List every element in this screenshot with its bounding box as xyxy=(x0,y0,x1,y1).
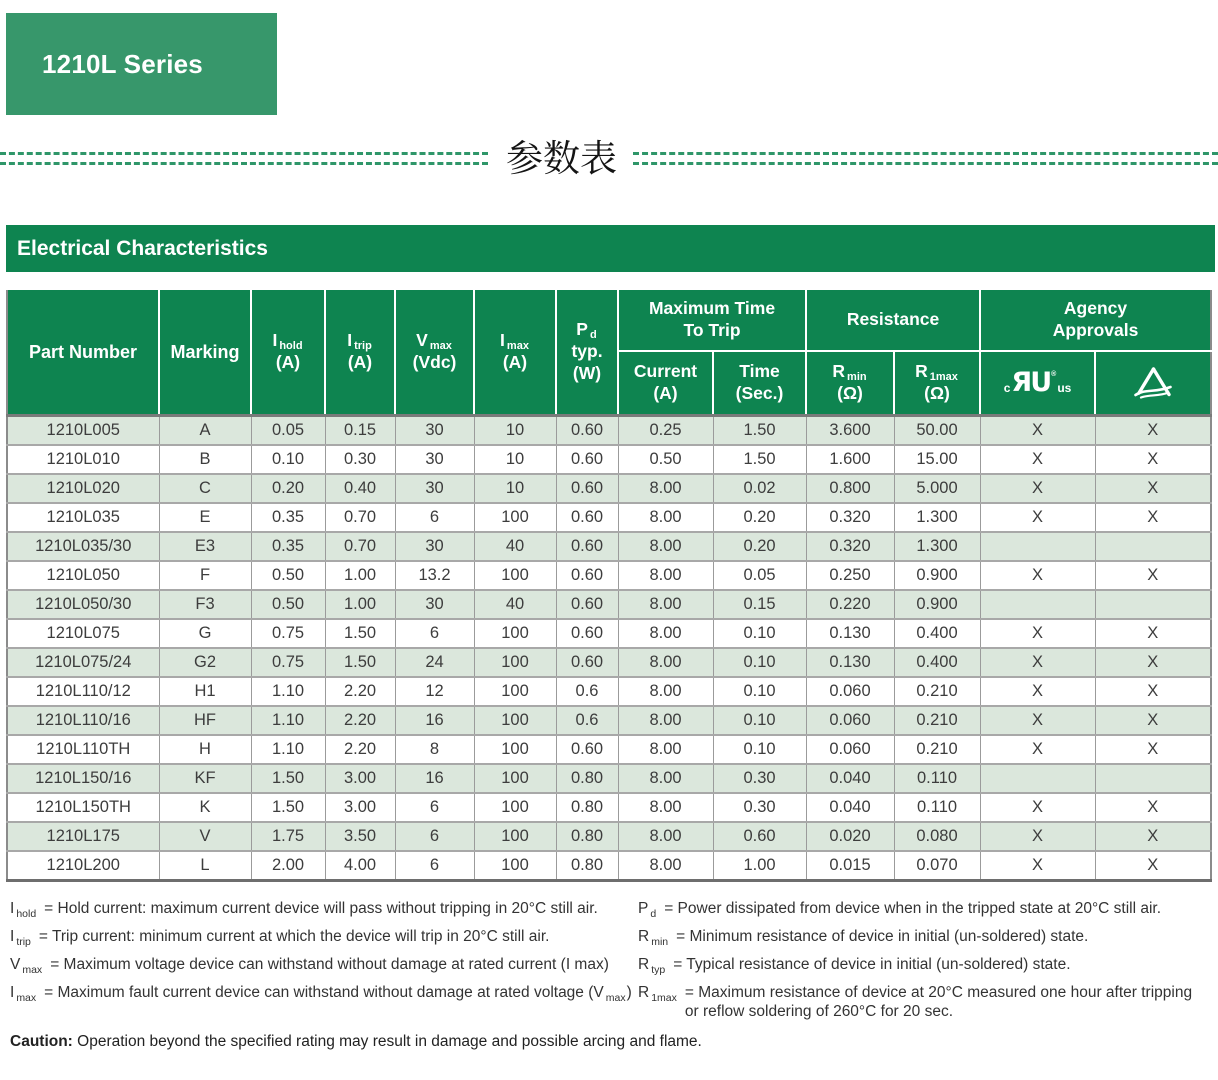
cell-triangle-approval: X xyxy=(1095,793,1211,822)
cell-trip-current: 8.00 xyxy=(618,503,713,532)
cell-trip-time: 0.10 xyxy=(713,677,806,706)
footnote-symbol: I $_{hold}$ xyxy=(10,900,37,920)
cell-ul-approval: X xyxy=(980,793,1095,822)
cell-marking: K xyxy=(159,793,251,822)
cell-i-hold: 0.50 xyxy=(251,590,325,619)
cell-r-min: 0.250 xyxy=(806,561,894,590)
table-row xyxy=(7,619,1211,648)
cell-triangle-approval: X xyxy=(1095,474,1211,503)
cell-v-max: 16 xyxy=(395,764,474,793)
group-header-resistance: Resistance xyxy=(806,290,980,351)
cell-r-min: 0.040 xyxy=(806,793,894,822)
cell-marking: C xyxy=(159,474,251,503)
cell-i-max: 10 xyxy=(474,445,556,474)
cell-v-max: 30 xyxy=(395,416,474,446)
footnote xyxy=(638,983,1206,1022)
cell-i-hold: 0.20 xyxy=(251,474,325,503)
cell-v-max: 6 xyxy=(395,619,474,648)
footnote-symbol: P $_d$ xyxy=(638,900,657,920)
cell-p-d: 0.80 xyxy=(556,851,618,881)
cell-trip-time: 0.15 xyxy=(713,590,806,619)
cell-i-max: 40 xyxy=(474,590,556,619)
cell-r-1max: 0.900 xyxy=(894,590,980,619)
cell-triangle-approval: X xyxy=(1095,445,1211,474)
cell-part-number: 1210L075 xyxy=(7,619,159,648)
table-row xyxy=(7,735,1211,764)
cell-marking: V xyxy=(159,822,251,851)
cell-i-trip: 0.30 xyxy=(325,445,395,474)
cell-part-number: 1210L110/16 xyxy=(7,706,159,735)
footnote-text: = Hold current: maximum current device will pass without tripping in 20°C still air. xyxy=(44,900,598,917)
cell-triangle-approval: X xyxy=(1095,503,1211,532)
table-row xyxy=(7,561,1211,590)
footnote-symbol: R $_{typ}$ xyxy=(638,955,666,976)
cell-trip-current: 8.00 xyxy=(618,793,713,822)
cell-i-trip: 0.70 xyxy=(325,503,395,532)
cell-trip-time: 1.50 xyxy=(713,445,806,474)
cell-trip-time: 0.60 xyxy=(713,822,806,851)
cell-ul-approval: X xyxy=(980,822,1095,851)
cell-ul-approval: X xyxy=(980,445,1095,474)
cell-i-max: 100 xyxy=(474,764,556,793)
footnote-text: = Maximum fault current device can withstand without damage at rated voltage (V $_{max}$) xyxy=(44,983,632,1004)
cell-trip-current: 8.00 xyxy=(618,735,713,764)
cell-i-hold: 0.35 xyxy=(251,532,325,561)
cell-p-d: 0.80 xyxy=(556,764,618,793)
cell-p-d: 0.80 xyxy=(556,822,618,851)
cell-v-max: 12 xyxy=(395,677,474,706)
cell-i-trip: 0.15 xyxy=(325,416,395,446)
cell-marking: L xyxy=(159,851,251,881)
cell-triangle-approval: X xyxy=(1095,706,1211,735)
caution-note xyxy=(10,1033,702,1051)
cell-trip-current: 8.00 xyxy=(618,764,713,793)
table-header xyxy=(7,290,1211,416)
footnote xyxy=(10,927,638,946)
cell-i-hold: 1.50 xyxy=(251,793,325,822)
col-header-trip-current: Current (A) xyxy=(618,351,713,416)
cell-marking: F xyxy=(159,561,251,590)
table-row xyxy=(7,851,1211,881)
cell-ul-approval: X xyxy=(980,851,1095,881)
cell-trip-current: 8.00 xyxy=(618,851,713,881)
footnotes xyxy=(10,899,1210,1030)
cell-part-number: 1210L150TH xyxy=(7,793,159,822)
cell-i-max: 100 xyxy=(474,822,556,851)
table-row xyxy=(7,445,1211,474)
footnote-symbol: I $_{max}$ xyxy=(10,983,37,1004)
cell-ul-approval: X xyxy=(980,416,1095,446)
cell-trip-time: 0.10 xyxy=(713,706,806,735)
cell-triangle-approval: X xyxy=(1095,416,1211,446)
footnote xyxy=(638,899,1206,918)
cell-trip-time: 1.00 xyxy=(713,851,806,881)
cell-r-1max: 0.110 xyxy=(894,764,980,793)
footnote xyxy=(10,983,638,1002)
col-header-part-number: Part Number xyxy=(7,290,159,416)
table-row xyxy=(7,822,1211,851)
cell-r-1max: 0.210 xyxy=(894,706,980,735)
col-header-trip-time: Time (Sec.) xyxy=(713,351,806,416)
cell-trip-current: 0.50 xyxy=(618,445,713,474)
cell-marking: E3 xyxy=(159,532,251,561)
cell-trip-time: 0.20 xyxy=(713,532,806,561)
cell-p-d: 0.60 xyxy=(556,648,618,677)
cell-v-max: 16 xyxy=(395,706,474,735)
footnote-text: = Maximum resistance of device at 20°C measured one hour after tripping or reflow soldering of 260°C for 20 sec. xyxy=(684,983,1193,1020)
cell-triangle-approval: X xyxy=(1095,822,1211,851)
footnote-text: = Trip current: minimum current at which the device will trip in 20°C still air. xyxy=(38,927,550,945)
cell-i-trip: 2.20 xyxy=(325,706,395,735)
cell-i-trip: 0.40 xyxy=(325,474,395,503)
cell-i-max: 10 xyxy=(474,416,556,446)
cell-r-min: 0.015 xyxy=(806,851,894,881)
col-header-marking: Marking xyxy=(159,290,251,416)
cell-part-number: 1210L175 xyxy=(7,822,159,851)
cell-i-max: 100 xyxy=(474,619,556,648)
cell-triangle-approval xyxy=(1095,590,1211,619)
cell-i-hold: 0.75 xyxy=(251,619,325,648)
cell-r-min: 3.600 xyxy=(806,416,894,446)
cell-ul-approval: X xyxy=(980,503,1095,532)
cell-part-number: 1210L110TH xyxy=(7,735,159,764)
cell-trip-current: 8.00 xyxy=(618,532,713,561)
cell-triangle-approval: X xyxy=(1095,677,1211,706)
cul-us-mark-icon: c ЯU ® us xyxy=(1003,366,1072,398)
cell-part-number: 1210L035 xyxy=(7,503,159,532)
cell-trip-current: 8.00 xyxy=(618,590,713,619)
cell-p-d: 0.60 xyxy=(556,735,618,764)
footnote xyxy=(10,955,638,974)
cell-ul-approval xyxy=(980,532,1095,561)
cell-r-1max: 1.300 xyxy=(894,503,980,532)
cell-v-max: 30 xyxy=(395,445,474,474)
section-title: Electrical Characteristics xyxy=(17,236,268,260)
cell-i-trip: 3.00 xyxy=(325,764,395,793)
series-badge-label: 1210L Series xyxy=(42,48,203,79)
cell-r-min: 0.130 xyxy=(806,619,894,648)
cell-i-hold: 1.75 xyxy=(251,822,325,851)
cell-ul-approval: X xyxy=(980,735,1095,764)
cell-ul-approval: X xyxy=(980,561,1095,590)
cell-part-number: 1210L075/24 xyxy=(7,648,159,677)
caution-text: Operation beyond the specified rating may result in damage and possible arcing and flame. xyxy=(72,1033,702,1050)
cell-triangle-approval: X xyxy=(1095,561,1211,590)
cell-v-max: 6 xyxy=(395,851,474,881)
table-row xyxy=(7,532,1211,561)
footnote-symbol: R $_{min}$ xyxy=(638,927,669,948)
cell-marking: H xyxy=(159,735,251,764)
cell-trip-current: 8.00 xyxy=(618,822,713,851)
cell-r-1max: 50.00 xyxy=(894,416,980,446)
table-body xyxy=(7,416,1211,881)
cell-part-number: 1210L010 xyxy=(7,445,159,474)
cell-trip-current: 8.00 xyxy=(618,706,713,735)
cell-r-1max: 0.400 xyxy=(894,648,980,677)
cell-ul-approval xyxy=(980,764,1095,793)
cell-i-hold: 1.10 xyxy=(251,735,325,764)
cell-marking: H1 xyxy=(159,677,251,706)
cell-i-trip: 1.00 xyxy=(325,590,395,619)
cell-i-hold: 1.10 xyxy=(251,677,325,706)
cell-i-max: 100 xyxy=(474,503,556,532)
cell-triangle-approval xyxy=(1095,764,1211,793)
footnote-text: = Typical resistance of device in initial (un-soldered) state. xyxy=(673,955,1071,973)
cell-r-min: 0.320 xyxy=(806,503,894,532)
cell-i-trip: 2.20 xyxy=(325,735,395,764)
cell-marking: HF xyxy=(159,706,251,735)
cell-marking: F3 xyxy=(159,590,251,619)
cell-r-min: 1.600 xyxy=(806,445,894,474)
cell-trip-time: 0.30 xyxy=(713,793,806,822)
cell-marking: B xyxy=(159,445,251,474)
caution-label: Caution: xyxy=(10,1033,73,1050)
electrical-characteristics-table xyxy=(6,290,1212,882)
cell-r-1max: 5.000 xyxy=(894,474,980,503)
cell-triangle-approval xyxy=(1095,532,1211,561)
col-header-v-max: V max (Vdc) xyxy=(395,290,474,416)
cell-ul-approval: X xyxy=(980,474,1095,503)
cell-marking: G2 xyxy=(159,648,251,677)
cell-p-d: 0.60 xyxy=(556,416,618,446)
cell-trip-time: 0.20 xyxy=(713,503,806,532)
cell-i-trip: 2.20 xyxy=(325,677,395,706)
cell-trip-current: 8.00 xyxy=(618,619,713,648)
cell-p-d: 0.60 xyxy=(556,503,618,532)
cell-triangle-approval: X xyxy=(1095,851,1211,881)
cell-i-hold: 0.10 xyxy=(251,445,325,474)
cell-i-max: 100 xyxy=(474,793,556,822)
cell-r-1max: 0.900 xyxy=(894,561,980,590)
cell-i-max: 100 xyxy=(474,735,556,764)
cell-r-min: 0.800 xyxy=(806,474,894,503)
cell-i-hold: 1.50 xyxy=(251,764,325,793)
table-row xyxy=(7,764,1211,793)
cell-i-hold: 2.00 xyxy=(251,851,325,881)
cell-part-number: 1210L150/16 xyxy=(7,764,159,793)
footnotes-right-column xyxy=(638,899,1210,1030)
cell-v-max: 6 xyxy=(395,503,474,532)
cell-i-trip: 3.50 xyxy=(325,822,395,851)
cell-i-trip: 3.00 xyxy=(325,793,395,822)
cell-i-max: 100 xyxy=(474,677,556,706)
cell-marking: KF xyxy=(159,764,251,793)
cell-r-1max: 0.210 xyxy=(894,735,980,764)
cell-i-max: 40 xyxy=(474,532,556,561)
dashed-rule-right xyxy=(633,152,1218,165)
cell-ul-approval: X xyxy=(980,648,1095,677)
cell-ul-approval: X xyxy=(980,619,1095,648)
cell-part-number: 1210L035/30 xyxy=(7,532,159,561)
cell-p-d: 0.60 xyxy=(556,532,618,561)
cell-r-min: 0.020 xyxy=(806,822,894,851)
cell-r-1max: 0.080 xyxy=(894,822,980,851)
col-header-triangle-mark xyxy=(1095,351,1211,416)
footnote-symbol: I $_{trip}$ xyxy=(10,927,31,948)
footnote-text: = Maximum voltage device can withstand without damage at rated current (I max) xyxy=(50,955,609,973)
cell-r-1max: 15.00 xyxy=(894,445,980,474)
cell-marking: A xyxy=(159,416,251,446)
series-badge xyxy=(6,13,277,115)
cell-v-max: 13.2 xyxy=(395,561,474,590)
cell-trip-current: 8.00 xyxy=(618,474,713,503)
footnotes-left-column xyxy=(10,899,638,1030)
col-header-r-min: R min (Ω) xyxy=(806,351,894,416)
triangle-certification-icon xyxy=(1096,365,1210,401)
cell-r-1max: 1.300 xyxy=(894,532,980,561)
cell-i-hold: 0.35 xyxy=(251,503,325,532)
cell-p-d: 0.80 xyxy=(556,793,618,822)
cell-trip-time: 0.02 xyxy=(713,474,806,503)
cell-v-max: 6 xyxy=(395,822,474,851)
table-row xyxy=(7,706,1211,735)
cell-part-number: 1210L050/30 xyxy=(7,590,159,619)
cell-v-max: 30 xyxy=(395,474,474,503)
footnote-text: = Power dissipated from device when in the tripped state at 20°C still air. xyxy=(664,900,1162,917)
cell-i-max: 100 xyxy=(474,851,556,881)
col-header-ul-mark xyxy=(980,351,1095,416)
dashed-rule-left xyxy=(0,152,488,165)
cell-v-max: 30 xyxy=(395,590,474,619)
cell-r-1max: 0.210 xyxy=(894,677,980,706)
cell-r-min: 0.220 xyxy=(806,590,894,619)
cell-triangle-approval: X xyxy=(1095,648,1211,677)
table-row xyxy=(7,793,1211,822)
footnote-symbol: V $_{max}$ xyxy=(10,955,43,976)
cell-r-min: 0.130 xyxy=(806,648,894,677)
cell-part-number: 1210L020 xyxy=(7,474,159,503)
cell-i-hold: 0.75 xyxy=(251,648,325,677)
cell-trip-current: 8.00 xyxy=(618,648,713,677)
cell-i-trip: 1.00 xyxy=(325,561,395,590)
footnote xyxy=(638,927,1206,946)
cell-p-d: 0.60 xyxy=(556,445,618,474)
cell-p-d: 0.60 xyxy=(556,561,618,590)
cell-trip-current: 8.00 xyxy=(618,561,713,590)
cell-r-1max: 0.070 xyxy=(894,851,980,881)
cell-trip-time: 0.10 xyxy=(713,648,806,677)
cell-trip-time: 0.30 xyxy=(713,764,806,793)
group-header-agency-approvals: Agency Approvals xyxy=(980,290,1211,351)
cell-i-hold: 0.50 xyxy=(251,561,325,590)
cell-part-number: 1210L200 xyxy=(7,851,159,881)
cell-i-hold: 0.05 xyxy=(251,416,325,446)
cell-v-max: 8 xyxy=(395,735,474,764)
cell-p-d: 0.60 xyxy=(556,474,618,503)
footnote-text: = Minimum resistance of device in initial (un-soldered) state. xyxy=(676,927,1089,945)
cell-i-max: 100 xyxy=(474,561,556,590)
cell-trip-time: 1.50 xyxy=(713,416,806,446)
cell-trip-time: 0.05 xyxy=(713,561,806,590)
cell-r-1max: 0.400 xyxy=(894,619,980,648)
cell-p-d: 0.60 xyxy=(556,619,618,648)
cell-i-max: 100 xyxy=(474,706,556,735)
cell-i-trip: 0.70 xyxy=(325,532,395,561)
cell-trip-current: 0.25 xyxy=(618,416,713,446)
cell-i-max: 10 xyxy=(474,474,556,503)
cell-part-number: 1210L050 xyxy=(7,561,159,590)
parameter-table-heading xyxy=(0,133,1218,183)
table-row xyxy=(7,648,1211,677)
col-header-r-1max: R 1max (Ω) xyxy=(894,351,980,416)
section-title-bar xyxy=(6,225,1215,272)
cell-v-max: 24 xyxy=(395,648,474,677)
footnote-symbol: R $_{1max}$ xyxy=(638,983,677,1004)
table-row xyxy=(7,416,1211,446)
cell-r-min: 0.040 xyxy=(806,764,894,793)
cell-r-min: 0.060 xyxy=(806,706,894,735)
cell-v-max: 30 xyxy=(395,532,474,561)
cell-triangle-approval: X xyxy=(1095,735,1211,764)
cell-trip-current: 8.00 xyxy=(618,677,713,706)
col-header-p-d: P d typ. (W) xyxy=(556,290,618,416)
cell-ul-approval: X xyxy=(980,677,1095,706)
cell-v-max: 6 xyxy=(395,793,474,822)
cell-part-number: 1210L005 xyxy=(7,416,159,446)
cell-triangle-approval: X xyxy=(1095,619,1211,648)
cell-p-d: 0.6 xyxy=(556,677,618,706)
col-header-i-trip: I trip (A) xyxy=(325,290,395,416)
cell-r-min: 0.320 xyxy=(806,532,894,561)
cell-marking: G xyxy=(159,619,251,648)
cell-p-d: 0.6 xyxy=(556,706,618,735)
parameter-table-title: 参数表 xyxy=(506,136,617,180)
group-header-max-time-to-trip: Maximum Time To Trip xyxy=(618,290,806,351)
cell-i-trip: 1.50 xyxy=(325,648,395,677)
cell-i-hold: 1.10 xyxy=(251,706,325,735)
col-header-i-max: I max (A) xyxy=(474,290,556,416)
cell-r-min: 0.060 xyxy=(806,677,894,706)
cell-ul-approval: X xyxy=(980,706,1095,735)
cell-p-d: 0.60 xyxy=(556,590,618,619)
cell-i-max: 100 xyxy=(474,648,556,677)
footnote xyxy=(10,899,638,918)
cell-trip-time: 0.10 xyxy=(713,735,806,764)
cell-marking: E xyxy=(159,503,251,532)
cell-trip-time: 0.10 xyxy=(713,619,806,648)
cell-i-trip: 4.00 xyxy=(325,851,395,881)
cell-r-min: 0.060 xyxy=(806,735,894,764)
cell-ul-approval xyxy=(980,590,1095,619)
cell-part-number: 1210L110/12 xyxy=(7,677,159,706)
table-row xyxy=(7,677,1211,706)
table-row xyxy=(7,503,1211,532)
cell-r-1max: 0.110 xyxy=(894,793,980,822)
table-row xyxy=(7,590,1211,619)
cell-i-trip: 1.50 xyxy=(325,619,395,648)
col-header-i-hold: I hold (A) xyxy=(251,290,325,416)
table-row xyxy=(7,474,1211,503)
footnote xyxy=(638,955,1206,974)
